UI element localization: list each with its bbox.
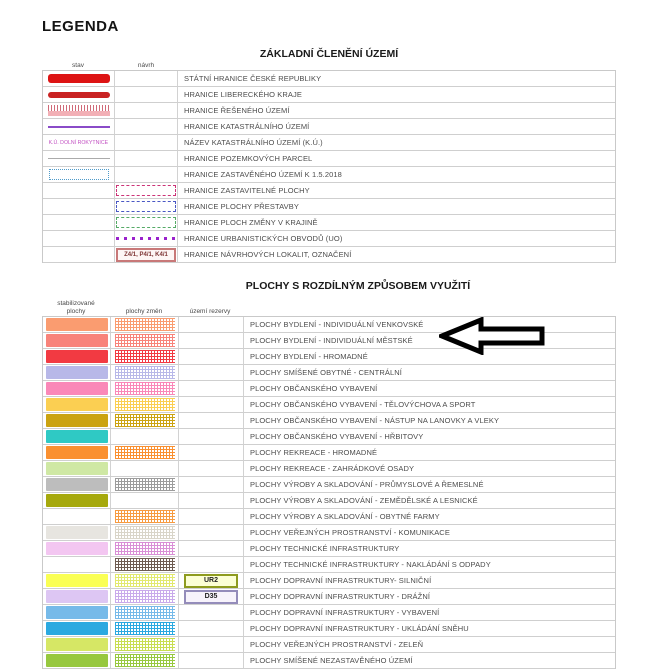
stable-cell	[43, 637, 111, 653]
stable-cell	[43, 493, 111, 509]
landuse-label: PLOCHY TECHNICKÉ INFRASTRUKTURY	[244, 541, 615, 557]
boundary-symbol-bar	[48, 92, 110, 98]
landuse-label: PLOCHY SMÍŠENÉ OBYTNÉ - CENTRÁLNÍ	[244, 365, 615, 381]
stable-cell	[43, 653, 111, 669]
stable-cell	[43, 509, 111, 525]
change-cell	[111, 349, 179, 365]
boundary-label: HRANICE ŘEŠENÉHO ÚZEMÍ	[178, 103, 615, 119]
reserve-cell	[179, 573, 244, 589]
column-header-plochy-zmen: plochy změn	[125, 307, 163, 315]
landuse-label: PLOCHY DOPRAVNÍ INFRASTRUKTURY - DRÁŽNÍ	[244, 589, 615, 605]
boundary-symbol-outline-box	[49, 169, 109, 180]
navrh-cell	[115, 183, 178, 199]
change-cell	[111, 605, 179, 621]
change-hatch-swatch	[115, 350, 175, 363]
stable-color-swatch	[46, 590, 108, 603]
change-hatch-swatch	[115, 654, 175, 667]
stable-cell	[43, 605, 111, 621]
navrh-cell	[115, 247, 178, 263]
column-header-uzemi-rezervy: území rezervy	[189, 307, 231, 315]
stable-color-swatch	[46, 430, 108, 443]
navrh-cell	[115, 151, 178, 167]
boundary-row	[43, 103, 615, 119]
reserve-code-box: UR2	[184, 574, 238, 588]
landuse-label: PLOCHY DOPRAVNÍ INFRASTRUKTURY - UKLÁDÁNÍ SNĚHU	[244, 621, 615, 637]
change-hatch-swatch	[115, 606, 175, 619]
change-hatch-swatch	[115, 446, 175, 459]
stable-color-swatch	[46, 382, 108, 395]
reserve-cell	[179, 525, 244, 541]
reserve-cell	[179, 605, 244, 621]
page-title: LEGENDA	[42, 18, 119, 35]
boundary-symbol-outline-box	[116, 185, 176, 196]
boundary-symbol-dotted-line	[116, 237, 176, 240]
stable-cell	[43, 445, 111, 461]
navrh-cell	[115, 119, 178, 135]
stav-cell	[43, 199, 115, 215]
section1-title: ZÁKLADNÍ ČLENĚNÍ ÚZEMÍ	[259, 48, 399, 60]
boundary-label: HRANICE URBANISTICKÝCH OBVODŮ (UO)	[178, 231, 615, 247]
landuse-label: PLOCHY BYDLENÍ - INDIVIDUÁLNÍ MĚSTSKÉ	[244, 333, 615, 349]
band-solid-half	[48, 111, 110, 117]
section2-title: PLOCHY S ROZDÍLNÝM ZPŮSOBEM VYUŽITÍ	[245, 280, 471, 292]
locality-codes-box: Z4/1, P4/1, K4/1	[116, 248, 176, 262]
change-cell	[111, 541, 179, 557]
change-cell	[111, 397, 179, 413]
section2-column-headers	[42, 292, 616, 316]
change-cell	[111, 653, 179, 669]
boundary-label: STÁTNÍ HRANICE ČESKÉ REPUBLIKY	[178, 71, 615, 87]
reserve-cell	[179, 429, 244, 445]
reserve-cell	[179, 333, 244, 349]
reserve-cell	[179, 541, 244, 557]
stav-cell	[43, 87, 115, 103]
boundary-label: HRANICE POZEMKOVÝCH PARCEL	[178, 151, 615, 167]
stable-cell	[43, 541, 111, 557]
stav-cell	[43, 247, 115, 263]
navrh-cell	[115, 103, 178, 119]
column-header-navrh: návrh	[137, 62, 155, 69]
change-hatch-swatch	[115, 622, 175, 635]
landuse-label: PLOCHY DOPRAVNÍ INFRASTRUKTURY - VYBAVENÍ	[244, 605, 615, 621]
boundary-row	[43, 135, 615, 151]
change-hatch-swatch	[115, 574, 175, 587]
stable-cell	[43, 573, 111, 589]
stable-color-swatch	[46, 318, 108, 331]
landuse-label: PLOCHY VEŘEJNÝCH PROSTRANSTVÍ - ZELEŇ	[244, 637, 615, 653]
landuse-row	[43, 621, 615, 637]
landuse-label: PLOCHY BYDLENÍ - INDIVIDUÁLNÍ VENKOVSKÉ	[244, 317, 615, 333]
landuse-label: PLOCHY VÝROBY A SKLADOVÁNÍ - ZEMĚDĚLSKÉ A LESNICKÉ	[244, 493, 615, 509]
change-cell	[111, 477, 179, 493]
stav-cell	[43, 231, 115, 247]
boundary-row	[43, 183, 615, 199]
stable-color-swatch	[46, 574, 108, 587]
boundary-label: HRANICE ZASTAVĚNÉHO ÚZEMÍ K 1.5.2018	[178, 167, 615, 183]
reserve-cell	[179, 349, 244, 365]
stable-color-swatch	[46, 462, 108, 475]
stable-color-swatch	[46, 542, 108, 555]
boundary-label: HRANICE PLOCH ZMĚNY V KRAJINĚ	[178, 215, 615, 231]
change-cell	[111, 493, 179, 509]
change-hatch-swatch	[115, 510, 175, 523]
stav-cell	[43, 135, 115, 151]
stable-cell	[43, 349, 111, 365]
boundary-row	[43, 119, 615, 135]
change-hatch-swatch	[115, 478, 175, 491]
column-header-stav: stav	[72, 62, 84, 69]
reserve-cell	[179, 509, 244, 525]
reserve-cell	[179, 621, 244, 637]
change-cell	[111, 445, 179, 461]
boundary-row	[43, 87, 615, 103]
stable-cell	[43, 557, 111, 573]
change-hatch-swatch	[115, 366, 175, 379]
landuse-label: PLOCHY VÝROBY A SKLADOVÁNÍ - PRŮMYSLOVÉ A ŘEMESLNÉ	[244, 477, 615, 493]
reserve-cell	[179, 397, 244, 413]
stable-cell	[43, 429, 111, 445]
landuse-label: PLOCHY BYDLENÍ - HROMADNÉ	[244, 349, 615, 365]
landuse-row	[43, 397, 615, 413]
stable-color-swatch	[46, 494, 108, 507]
boundary-symbol-hatched-band	[48, 105, 110, 116]
boundary-label: NÁZEV KATASTRÁLNÍHO ÚZEMÍ (K.Ú.)	[178, 135, 615, 151]
change-cell	[111, 557, 179, 573]
landuse-label: PLOCHY VEŘEJNÝCH PROSTRANSTVÍ - KOMUNIKACE	[244, 525, 615, 541]
landuse-row	[43, 573, 615, 589]
change-hatch-swatch	[115, 638, 175, 651]
landuse-row	[43, 413, 615, 429]
change-hatch-swatch	[115, 414, 175, 427]
landuse-row	[43, 445, 615, 461]
landuse-label: PLOCHY REKREACE - HROMADNÉ	[244, 445, 615, 461]
change-cell	[111, 525, 179, 541]
landuse-label: PLOCHY DOPRAVNÍ INFRASTRUKTURY- SILNIČNÍ	[244, 573, 615, 589]
highlight-left-arrow-icon	[439, 317, 547, 355]
boundary-row	[43, 151, 615, 167]
boundary-symbol-line	[48, 158, 110, 159]
change-hatch-swatch	[115, 558, 175, 571]
landuse-row	[43, 429, 615, 445]
boundary-symbol-line	[48, 126, 110, 128]
stable-color-swatch	[46, 606, 108, 619]
landuse-row	[43, 461, 615, 477]
section1-column-headers	[42, 60, 616, 70]
reserve-cell	[179, 477, 244, 493]
stable-color-swatch	[46, 414, 108, 427]
change-hatch-swatch	[115, 334, 175, 347]
landuse-label: PLOCHY REKREACE - ZAHRÁDKOVÉ OSADY	[244, 461, 615, 477]
change-cell	[111, 365, 179, 381]
landuse-row	[43, 637, 615, 653]
reserve-cell	[179, 381, 244, 397]
boundary-label: HRANICE LIBERECKÉHO KRAJE	[178, 87, 615, 103]
boundary-label: HRANICE NÁVRHOVÝCH LOKALIT, OZNAČENÍ	[178, 247, 615, 263]
change-cell	[111, 573, 179, 589]
change-hatch-swatch	[115, 526, 175, 539]
change-cell	[111, 413, 179, 429]
boundary-row	[43, 247, 615, 263]
stav-cell	[43, 103, 115, 119]
stav-cell	[43, 183, 115, 199]
stable-color-swatch	[46, 654, 108, 667]
landuse-row	[43, 365, 615, 381]
boundary-symbol-bar	[48, 74, 110, 83]
stable-cell	[43, 413, 111, 429]
landuse-label: PLOCHY OBČANSKÉHO VYBAVENÍ - TĚLOVÝCHOVA A SPORT	[244, 397, 615, 413]
change-cell	[111, 637, 179, 653]
landuse-row	[43, 589, 615, 605]
cadastral-name-sample: K.Ú. DOLNÍ ROKYTNICE	[48, 139, 109, 146]
boundary-symbol-outline-box	[116, 201, 176, 212]
reserve-cell	[179, 637, 244, 653]
stable-cell	[43, 317, 111, 333]
change-cell	[111, 317, 179, 333]
boundary-label: HRANICE PLOCHY PŘESTAVBY	[178, 199, 615, 215]
boundary-symbol-outline-box	[116, 217, 176, 228]
reserve-cell	[179, 461, 244, 477]
boundary-row	[43, 215, 615, 231]
change-hatch-swatch	[115, 318, 175, 331]
stable-cell	[43, 333, 111, 349]
landuse-legend-table	[42, 316, 616, 669]
change-cell	[111, 429, 179, 445]
navrh-cell	[115, 87, 178, 103]
change-hatch-swatch	[115, 382, 175, 395]
landuse-label: PLOCHY TECHNICKÉ INFRASTRUKTURY - NAKLÁDÁNÍ S ODPADY	[244, 557, 615, 573]
stable-cell	[43, 477, 111, 493]
landuse-row	[43, 605, 615, 621]
section-zakladni-cleneni	[42, 48, 616, 263]
landuse-row	[43, 557, 615, 573]
navrh-cell	[115, 135, 178, 151]
boundary-row	[43, 199, 615, 215]
reserve-cell	[179, 589, 244, 605]
navrh-cell	[115, 167, 178, 183]
boundary-row	[43, 231, 615, 247]
change-cell	[111, 333, 179, 349]
landuse-label: PLOCHY OBČANSKÉHO VYBAVENÍ - NÁSTUP NA LANOVKY A VLEKY	[244, 413, 615, 429]
stable-cell	[43, 381, 111, 397]
stable-color-swatch	[46, 334, 108, 347]
boundary-label: HRANICE KATASTRÁLNÍHO ÚZEMÍ	[178, 119, 615, 135]
change-cell	[111, 381, 179, 397]
landuse-row	[43, 381, 615, 397]
stable-cell	[43, 589, 111, 605]
reserve-cell	[179, 493, 244, 509]
stable-cell	[43, 365, 111, 381]
navrh-cell	[115, 231, 178, 247]
change-cell	[111, 621, 179, 637]
stav-cell	[43, 167, 115, 183]
landuse-row	[43, 525, 615, 541]
stable-color-swatch	[46, 526, 108, 539]
landuse-label: PLOCHY OBČANSKÉHO VYBAVENÍ - HŘBITOVY	[244, 429, 615, 445]
landuse-label: PLOCHY VÝROBY A SKLADOVÁNÍ - OBYTNÉ FARMY	[244, 509, 615, 525]
stable-color-swatch	[46, 478, 108, 491]
landuse-row	[43, 541, 615, 557]
stable-color-swatch	[46, 350, 108, 363]
stable-color-swatch	[46, 398, 108, 411]
reserve-cell	[179, 317, 244, 333]
landuse-label: PLOCHY OBČANSKÉHO VYBAVENÍ	[244, 381, 615, 397]
change-hatch-swatch	[115, 398, 175, 411]
stable-color-swatch	[46, 446, 108, 459]
column-header-stabilizovane-plochy: stabilizované plochy	[57, 300, 95, 315]
boundary-row	[43, 167, 615, 183]
reserve-cell	[179, 413, 244, 429]
stable-cell	[43, 397, 111, 413]
reserve-cell	[179, 445, 244, 461]
stable-color-swatch	[46, 622, 108, 635]
reserve-cell	[179, 557, 244, 573]
navrh-cell	[115, 71, 178, 87]
change-hatch-swatch	[115, 542, 175, 555]
stav-cell	[43, 119, 115, 135]
stable-cell	[43, 525, 111, 541]
change-cell	[111, 509, 179, 525]
landuse-row	[43, 493, 615, 509]
landuse-row	[43, 477, 615, 493]
stav-cell	[43, 151, 115, 167]
landuse-label: PLOCHY SMÍŠENÉ NEZASTAVĚNÉHO ÚZEMÍ	[244, 653, 615, 669]
stav-cell	[43, 215, 115, 231]
change-hatch-swatch	[115, 590, 175, 603]
stable-cell	[43, 621, 111, 637]
boundary-legend-table	[42, 70, 616, 263]
reserve-cell	[179, 365, 244, 381]
reserve-code-box: D35	[184, 590, 238, 604]
stav-cell	[43, 71, 115, 87]
landuse-row	[43, 509, 615, 525]
navrh-cell	[115, 199, 178, 215]
navrh-cell	[115, 215, 178, 231]
stable-color-swatch	[46, 366, 108, 379]
stable-color-swatch	[46, 638, 108, 651]
stable-cell	[43, 461, 111, 477]
change-cell	[111, 589, 179, 605]
boundary-row	[43, 71, 615, 87]
reserve-cell	[179, 653, 244, 669]
boundary-label: HRANICE ZASTAVITELNÉ PLOCHY	[178, 183, 615, 199]
change-cell	[111, 461, 179, 477]
landuse-row	[43, 653, 615, 669]
